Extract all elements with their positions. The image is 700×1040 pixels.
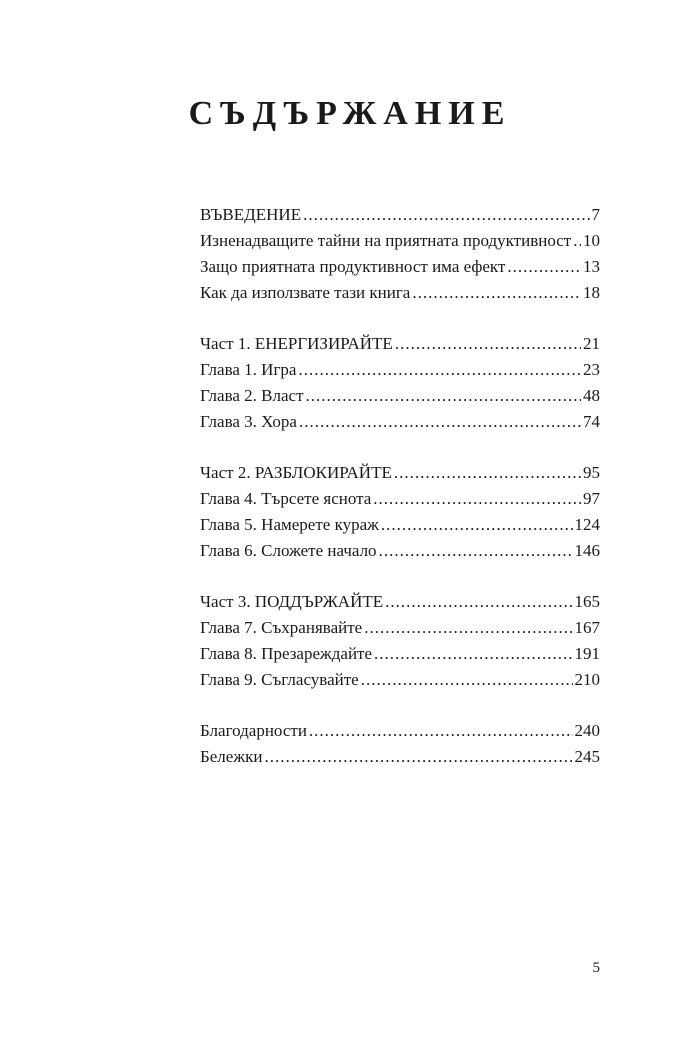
toc-entry-label: Изненадващите тайни на приятната продуктивност (200, 231, 572, 250)
toc-leader-dots (412, 280, 581, 306)
toc-entry[interactable] (200, 357, 600, 383)
toc-entry[interactable] (200, 718, 600, 744)
toc-entry-page: 23 (583, 360, 600, 379)
toc-entry-page: 191 (574, 644, 600, 663)
toc-entry-label: Глава 9. Съгласувайте (200, 670, 359, 689)
toc-entry-label: Глава 5. Намерете кураж (200, 515, 379, 534)
toc-leader-dots (298, 357, 581, 383)
toc-leader-dots (306, 383, 581, 409)
page-title: СЪДЪРЖАНИЕ (188, 95, 512, 132)
toc-leader-dots (374, 641, 572, 667)
toc-entry[interactable] (200, 331, 600, 357)
toc-entry-page: 167 (574, 618, 600, 637)
toc-entry-page: 7 (591, 205, 600, 224)
toc-entry-label: Част 2. РАЗБЛОКИРАЙТЕ (200, 463, 392, 482)
toc-entry-page: 97 (583, 489, 600, 508)
toc-entry-label: Част 1. ЕНЕРГИЗИРАЙТЕ (200, 334, 393, 353)
toc-leader-dots (309, 718, 573, 744)
toc-entry-label: Глава 8. Презареждайте (200, 644, 373, 663)
toc-section-back-matter (200, 718, 600, 770)
toc-entry-label: Глава 6. Сложете начало (200, 541, 377, 560)
toc-entry-label: Глава 3. Хора (200, 412, 297, 431)
toc-entry[interactable] (200, 538, 600, 564)
toc-entry[interactable] (200, 512, 600, 538)
toc-leader-dots (507, 254, 581, 280)
toc-entry[interactable] (200, 667, 600, 693)
toc-entry-label: Бележки (200, 747, 263, 766)
toc-entry-page: 240 (574, 721, 600, 740)
toc-entry-page: 74 (583, 412, 600, 431)
toc-leader-dots (361, 667, 573, 693)
toc-entry-label: Благодарности (200, 721, 307, 740)
toc-entry-label: Глава 1. Игра (200, 360, 297, 379)
toc-entry[interactable] (200, 460, 600, 486)
toc-entry[interactable] (200, 383, 600, 409)
toc-entry-label: Глава 7. Съхранявайте (200, 618, 363, 637)
toc-section-introduction (200, 202, 600, 306)
toc-entry[interactable] (200, 486, 600, 512)
toc-leader-dots (299, 409, 581, 435)
toc-entry-page: 146 (574, 541, 600, 560)
toc-entry-page: 210 (574, 670, 600, 689)
toc-leader-dots (381, 512, 573, 538)
toc-section-part-2 (200, 460, 600, 564)
toc-leader-dots (385, 589, 572, 615)
toc-entry-page: 18 (583, 283, 600, 302)
toc-entry-page: 21 (583, 334, 600, 353)
toc-leader-dots (373, 486, 581, 512)
toc-entry-label: Глава 4. Търсете яснота (200, 489, 372, 508)
toc-section-part-1 (200, 331, 600, 435)
toc-leader-dots (379, 538, 573, 564)
toc-leader-dots (364, 615, 572, 641)
toc-entry-page: 245 (574, 747, 600, 766)
toc-leader-dots (395, 331, 581, 357)
toc-entry[interactable] (200, 409, 600, 435)
toc-leader-dots (394, 460, 581, 486)
toc-entry[interactable] (200, 744, 600, 770)
toc-entry[interactable] (200, 641, 600, 667)
table-of-contents (200, 202, 600, 795)
toc-entry-label: ВЪВЕДЕНИЕ (200, 205, 302, 224)
toc-section-part-3 (200, 589, 600, 693)
toc-entry[interactable] (200, 280, 600, 306)
toc-leader-dots (264, 744, 572, 770)
toc-entry-label: Част 3. ПОДДЪРЖАЙТЕ (200, 592, 384, 611)
toc-entry-page: 10 (583, 231, 600, 250)
toc-entry-page: 95 (583, 463, 600, 482)
toc-entry[interactable] (200, 615, 600, 641)
toc-entry-page: 48 (583, 386, 600, 405)
page-number: 5 (592, 960, 600, 976)
toc-entry[interactable] (200, 202, 600, 228)
toc-entry-label: Глава 2. Власт (200, 386, 304, 405)
toc-entry[interactable] (200, 589, 600, 615)
toc-entry-page: 13 (583, 257, 600, 276)
toc-leader-dots (573, 228, 581, 254)
toc-leader-dots (303, 202, 589, 228)
toc-entry-page: 165 (574, 592, 600, 611)
toc-entry-label: Защо приятната продуктивност има ефект (200, 257, 506, 276)
toc-entry[interactable] (200, 254, 600, 280)
toc-entry-page: 124 (574, 515, 600, 534)
toc-entry[interactable] (200, 228, 600, 254)
toc-entry-label: Как да използвате тази книга (200, 283, 411, 302)
